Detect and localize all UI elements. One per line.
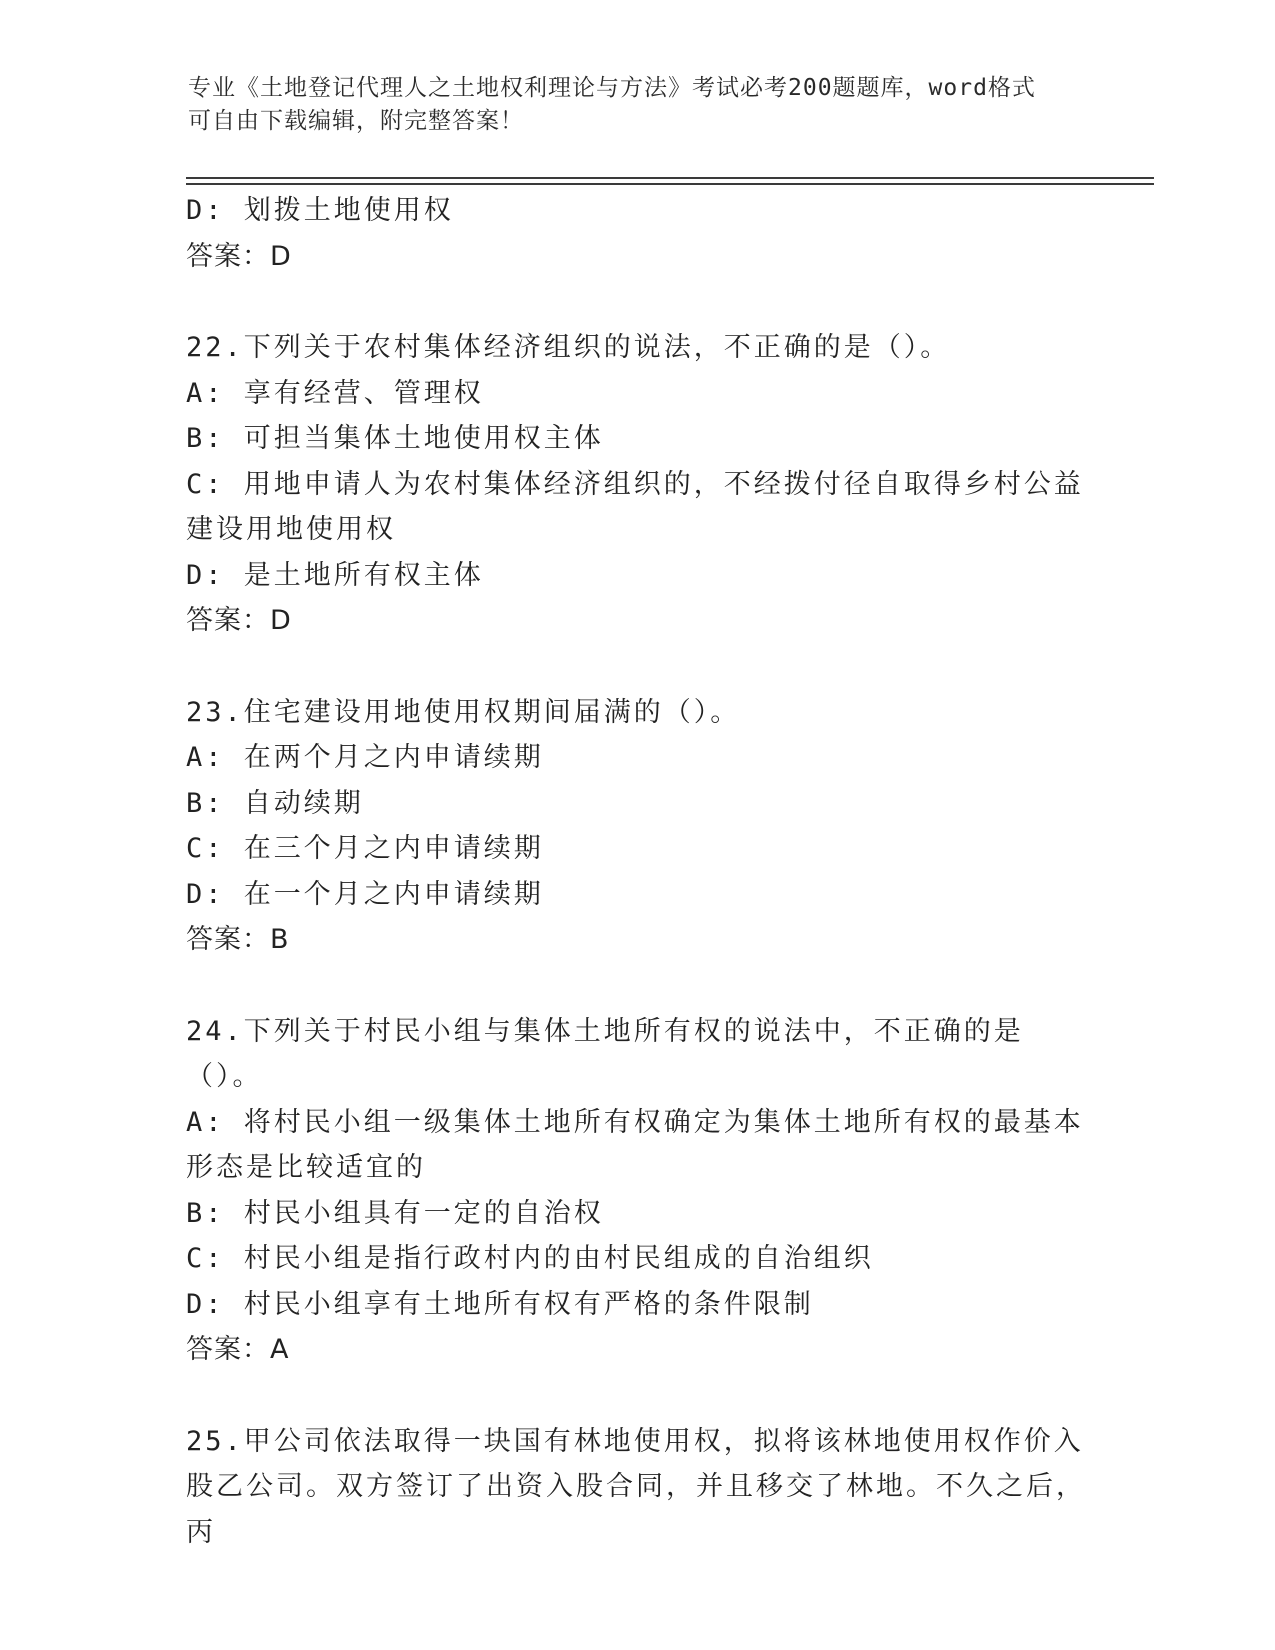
option-b: B: 可担当集体土地使用权主体 bbox=[186, 423, 604, 454]
question-stem: 22.下列关于农村集体经济组织的说法，不正确的是（）。 bbox=[186, 332, 951, 363]
header-line-1: 专业《土地登记代理人之土地权利理论与方法》考试必考200题题库，word格式 bbox=[188, 75, 1036, 101]
option-d: D: 村民小组享有土地所有权有严格的条件限制 bbox=[186, 1288, 814, 1320]
option-b: B: 自动续期 bbox=[186, 787, 364, 819]
header-divider-bottom bbox=[186, 183, 1154, 185]
option-a: A: 将村民小组一级集体土地所有权确定为集体土地所有权的最基本形态是比较适宜的 bbox=[186, 1106, 1084, 1183]
question-24 bbox=[186, 1009, 1086, 1373]
header-divider-top bbox=[186, 177, 1154, 179]
question-stem: 25.甲公司依法取得一块国有林地使用权，拟将该林地使用权作价入股乙公司。双方签订了出资入股合同，并且移交了林地。不久之后，丙 bbox=[186, 1425, 1086, 1548]
answer: 答案：A bbox=[186, 1334, 290, 1365]
option-d: D: 是土地所有权主体 bbox=[186, 559, 484, 591]
option-a: A: 在两个月之内申请续期 bbox=[186, 742, 544, 773]
question-22 bbox=[186, 325, 1086, 644]
option-b: B: 村民小组具有一定的自治权 bbox=[186, 1197, 604, 1229]
question-25 bbox=[186, 1419, 1086, 1556]
question-stem: 24.下列关于村民小组与集体土地所有权的说法中，不正确的是（）。 bbox=[186, 1015, 1024, 1092]
option-a: A: 享有经营、管理权 bbox=[186, 377, 484, 409]
previous-answer: 答案：D bbox=[186, 240, 292, 272]
header-line-2: 可自由下载编辑，附完整答案！ bbox=[188, 108, 524, 134]
option-c: C: 在三个月之内申请续期 bbox=[186, 833, 544, 864]
question-content bbox=[186, 188, 1086, 1555]
answer: 答案：D bbox=[186, 605, 292, 636]
document-header bbox=[188, 72, 1088, 138]
option-c: C: 村民小组是指行政村内的由村民组成的自治组织 bbox=[186, 1243, 874, 1274]
answer: 答案：B bbox=[186, 924, 290, 955]
option-d: D: 在一个月之内申请续期 bbox=[186, 878, 544, 910]
option-c: C: 用地申请人为农村集体经济组织的，不经拨付径自取得乡村公益建设用地使用权 bbox=[186, 468, 1084, 545]
question-stem: 23.住宅建设用地使用权期间届满的（）。 bbox=[186, 696, 741, 728]
question-23 bbox=[186, 690, 1086, 963]
previous-option-d: D: 划拨土地使用权 bbox=[186, 195, 454, 226]
